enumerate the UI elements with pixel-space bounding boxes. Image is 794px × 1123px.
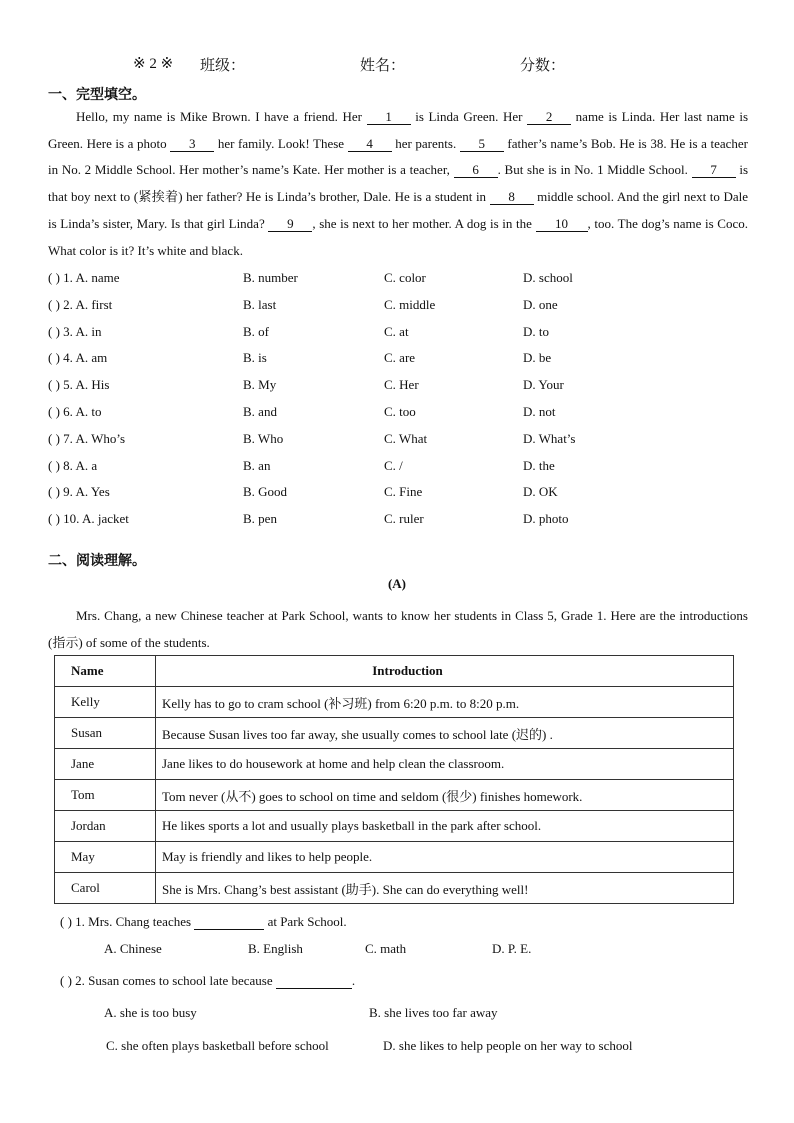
cloze-blank[interactable]: 3: [170, 136, 214, 152]
question-number-option-a[interactable]: ( ) 3. A. in: [48, 323, 102, 339]
table-row: [55, 749, 734, 780]
page-mark: ※ 2 ※: [133, 56, 174, 72]
q2-option-a[interactable]: A. she is too busy: [104, 1005, 197, 1020]
question-number-option-a[interactable]: ( ) 6. A. to: [48, 404, 102, 419]
option-c[interactable]: C. What: [384, 430, 428, 446]
q2-blank[interactable]: [276, 973, 352, 989]
passage-text: . But she is in No. 1 Middle School.: [497, 162, 692, 178]
name-label: 姓名：: [360, 58, 406, 74]
option-b[interactable]: B. and: [243, 404, 277, 419]
table-row: [55, 811, 734, 842]
option-c[interactable]: C. Her: [384, 377, 419, 393]
cloze-blank[interactable]: 4: [348, 136, 392, 152]
cloze-blank[interactable]: 8: [490, 189, 534, 205]
cloze-blank[interactable]: 2: [527, 109, 571, 125]
table-row: [55, 842, 734, 873]
option-c[interactable]: C. color: [384, 270, 426, 285]
option-d[interactable]: D. Your: [523, 377, 564, 393]
table-header-row: [55, 656, 734, 687]
student-introduction: Kelly has to go to cram school (补习班) from 6:20 p.m. to 8:20 p.m.: [156, 687, 734, 718]
student-name: Tom: [55, 780, 156, 811]
question-number-option-a[interactable]: ( ) 9. A. Yes: [48, 484, 110, 500]
option-c[interactable]: C. Fine: [384, 484, 423, 500]
cloze-question-row: [0, 484, 794, 504]
option-b[interactable]: B. is: [243, 350, 267, 366]
option-b[interactable]: B. pen: [243, 511, 277, 527]
q1-option-b[interactable]: B. English: [248, 941, 303, 956]
cloze-question-row: [0, 270, 794, 290]
option-b[interactable]: B. of: [243, 323, 269, 339]
cloze-question-row: [0, 324, 794, 344]
question-number-option-a[interactable]: ( ) 5. A. His: [48, 377, 110, 393]
cloze-blank[interactable]: 5: [460, 136, 504, 152]
q2-stem-b: .: [351, 973, 356, 988]
cloze-question-row: [0, 350, 794, 370]
cloze-question-row: [0, 431, 794, 451]
cloze-question-row: [0, 297, 794, 317]
passage-text: , she is next to her mother. A dog is in the: [312, 215, 536, 231]
cloze-passage: [48, 104, 748, 264]
option-d[interactable]: D. school: [523, 270, 573, 285]
cloze-blank[interactable]: 9: [268, 216, 312, 232]
option-b[interactable]: B. an: [243, 457, 271, 473]
option-b[interactable]: B. My: [243, 377, 277, 393]
student-name: Carol: [55, 873, 156, 904]
cloze-question-row: [0, 377, 794, 397]
question-number-option-a[interactable]: ( ) 10. A. jacket: [48, 511, 129, 527]
student-introduction: Because Susan lives too far away, she usually comes to school late (迟的) .: [156, 718, 734, 749]
passage-text: name is Linda. Her last name is Green. Here is a photo: [48, 109, 748, 151]
introduction-table: [54, 655, 734, 904]
passage-text: , too. The dog’s name is Coco. What color is it? It’s white and black.: [48, 215, 748, 258]
option-d[interactable]: D. be: [523, 350, 552, 366]
q1-option-d[interactable]: D. P. E.: [492, 941, 532, 956]
question-number-option-a[interactable]: ( ) 8. A. a: [48, 457, 98, 473]
passage-text: her parents.: [391, 135, 460, 151]
student-name: Kelly: [55, 687, 156, 718]
part-label: (A): [387, 576, 407, 591]
score-label: 分数：: [520, 58, 566, 74]
reading-q2-options-ab: [0, 1005, 794, 1025]
option-d[interactable]: D. photo: [523, 511, 569, 527]
passage-text: Hello, my name is Mike Brown. I have a friend. Her: [76, 109, 367, 124]
option-c[interactable]: C. at: [384, 323, 409, 339]
q2-stem-a: ( ) 2. Susan comes to school late because: [60, 973, 273, 988]
student-name: Jane: [55, 749, 156, 780]
table-row: [55, 873, 734, 904]
q1-option-a[interactable]: A. Chinese: [104, 941, 162, 956]
option-c[interactable]: C. middle: [384, 296, 436, 312]
option-c[interactable]: C. /: [384, 457, 403, 473]
option-d[interactable]: D. to: [523, 323, 549, 339]
option-d[interactable]: D. not: [523, 404, 556, 419]
class-label: 班级：: [200, 58, 246, 74]
option-b[interactable]: B. last: [243, 296, 277, 312]
student-name: Susan: [55, 718, 156, 749]
section1-title: 一、完型填空。: [48, 87, 146, 103]
question-number-option-a[interactable]: ( ) 1. A. name: [48, 270, 120, 285]
question-number-option-a[interactable]: ( ) 4. A. am: [48, 350, 108, 366]
question-number-option-a[interactable]: ( ) 7. A. Who’s: [48, 430, 126, 446]
cloze-question-row: [0, 511, 794, 531]
q1-blank[interactable]: [194, 914, 264, 930]
option-b[interactable]: B. Who: [243, 430, 284, 446]
reading-q2-stem: [60, 973, 355, 989]
cloze-blank[interactable]: 1: [367, 109, 411, 125]
student-name: May: [55, 842, 156, 873]
student-introduction: Jane likes to do housework at home and help clean the classroom.: [156, 749, 734, 780]
option-c[interactable]: C. ruler: [384, 511, 424, 527]
cloze-question-row: [0, 458, 794, 478]
cloze-blank[interactable]: 10: [536, 216, 588, 232]
header-introduction: Introduction: [156, 656, 734, 687]
option-d[interactable]: D. one: [523, 296, 558, 312]
student-introduction: She is Mrs. Chang’s best assistant (助手). She can do everything well!: [156, 873, 734, 904]
table-row: [55, 687, 734, 718]
reading-q1-stem: [60, 914, 347, 930]
q1-stem-b: at Park School.: [267, 914, 347, 929]
section2-title: 二、阅读理解。: [48, 553, 146, 569]
option-c[interactable]: C. are: [384, 350, 416, 366]
student-name: Jordan: [55, 811, 156, 842]
reading-q2-options-cd: [0, 1038, 794, 1058]
passage-text: is Linda Green. Her: [410, 109, 528, 124]
passage-text: father’s name’s Bob. He is 38. He is a teacher in No. 2 Middle School. Her mother’s name’s Kate. Her mother is a teacher,: [48, 135, 749, 178]
table-row: [55, 718, 734, 749]
q2-option-d[interactable]: D. she likes to help people on her way to school: [383, 1038, 633, 1053]
option-d[interactable]: D. OK: [523, 484, 558, 500]
option-c[interactable]: C. too: [384, 404, 416, 419]
reading-q1-options: [0, 941, 794, 961]
option-d[interactable]: D. the: [523, 457, 555, 473]
q2-option-c[interactable]: C. she often plays basketball before school: [106, 1038, 329, 1053]
reading-intro: [48, 603, 748, 656]
option-b[interactable]: B. Good: [243, 484, 288, 500]
student-introduction: Tom never (从不) goes to school on time and seldom (很少) finishes homework.: [156, 780, 734, 811]
option-b[interactable]: B. number: [243, 270, 298, 285]
student-introduction: May is friendly and likes to help people.: [156, 842, 734, 873]
q2-option-b[interactable]: B. she lives too far away: [369, 1005, 498, 1020]
reading-intro-text: Mrs. Chang, a new Chinese teacher at Park School, wants to know her students in Class 5, Grade 1. Here are the introductions (指示) of some of the students.: [48, 608, 748, 650]
cloze-question-row: [0, 404, 794, 424]
header-name: Name: [55, 656, 156, 687]
passage-text: is that boy next to (紧挨着) her father? He is Linda’s brother, Dale. He is a student in: [48, 162, 748, 205]
student-introduction: He likes sports a lot and usually plays basketball in the park after school.: [156, 811, 734, 842]
passage-text: her family. Look! These: [214, 135, 348, 151]
q1-stem-a: ( ) 1. Mrs. Chang teaches: [60, 914, 192, 929]
passage-text: middle school. And the girl next to Dale is Linda’s sister, Mary. Is that girl Linda?: [48, 189, 748, 231]
cloze-blank[interactable]: 6: [454, 162, 498, 178]
table-row: [55, 780, 734, 811]
q1-option-c[interactable]: C. math: [365, 941, 407, 956]
question-number-option-a[interactable]: ( ) 2. A. first: [48, 296, 113, 312]
option-d[interactable]: D. What’s: [523, 430, 576, 446]
cloze-blank[interactable]: 7: [692, 162, 736, 178]
